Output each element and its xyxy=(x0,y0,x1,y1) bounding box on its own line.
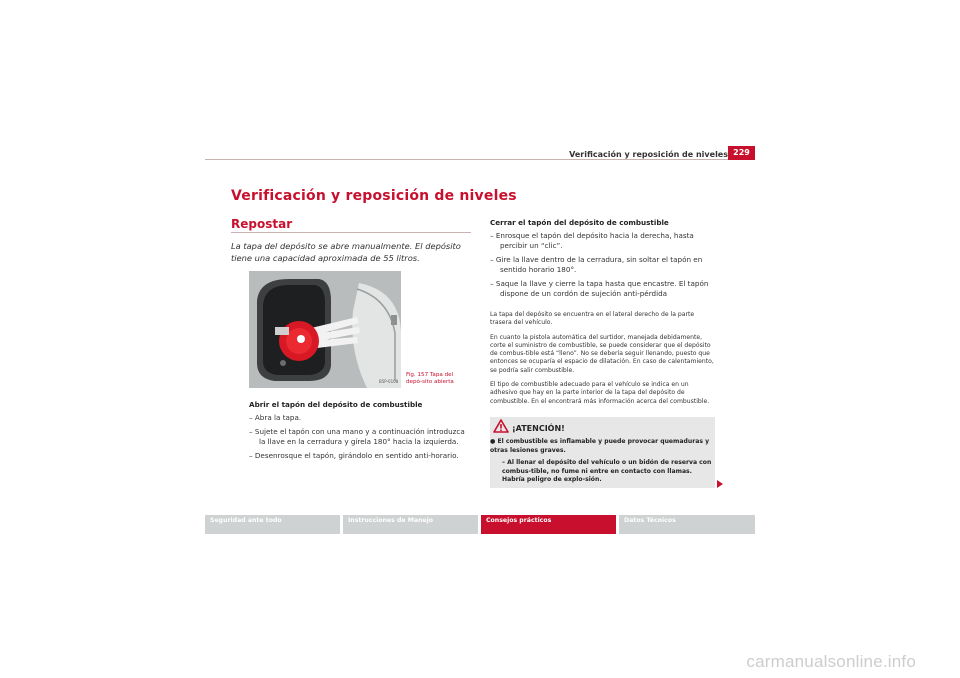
page-number: 229 xyxy=(728,146,755,160)
close-step-3: – Saque la llave y cierre la tapa hasta que encastre. El tapón dispone de un cordón de sujeción anti-pérdida xyxy=(490,279,709,298)
bullet-icon: ● xyxy=(490,438,498,445)
warning-bullet-1-text: El combustible es inflamable y puede provocar quemaduras y otras lesiones graves. xyxy=(490,438,710,454)
footer-nav xyxy=(205,515,755,534)
header-rule xyxy=(205,159,755,160)
figure-caption: Fig. 157 Tapa del depó-sito abierta xyxy=(406,372,454,385)
open-cap-heading: Abrir el tapón del depósito de combustible xyxy=(249,400,423,409)
tab-seguridad[interactable]: Seguridad ante todo xyxy=(205,515,340,534)
section-intro: La tapa del depósito se abre manualmente. El depósito tiene una capacidad aproximada de 55 litros. xyxy=(231,241,461,263)
watermark: carmanualsonline.info xyxy=(746,652,916,671)
close-step-2: – Gire la llave dentro de la cerradura, sin soltar el tapón en sentido horario 180°. xyxy=(490,255,703,274)
open-step-1: – Abra la tapa. xyxy=(249,413,302,422)
continue-arrow-icon xyxy=(717,480,723,488)
section-title: Repostar xyxy=(231,217,293,231)
figure-code: B5P-0108 xyxy=(379,379,399,384)
warning-title: ¡ATENCIÓN! xyxy=(512,424,565,433)
warning-bullet-2: – Al llenar el depósito del vehículo o un bidón de reserva con combus-tible, no fume ni entre en contacto con llamas. Habría peligro de explo-sión. xyxy=(502,459,712,483)
open-cap-instructions xyxy=(249,400,469,461)
tab-consejos[interactable]: Consejos prácticos xyxy=(481,515,616,534)
open-step-3: – Desenrosque el tapón, girándolo en sentido anti-horario. xyxy=(249,451,459,460)
warning-bullet-1 xyxy=(490,438,712,455)
fuel-cap-figure xyxy=(249,271,401,388)
open-step-2: – Sujete el tapón con una mano y a continuación introduzca la llave en la cerradura y gírela 180° hacia la izquierda. xyxy=(249,427,465,446)
close-cap-instructions xyxy=(490,218,715,299)
close-cap-heading: Cerrar el tapón del depósito de combustible xyxy=(490,218,669,227)
close-step-1: – Enrosque el tapón del depósito hacia la derecha, hasta percibir un “clic”. xyxy=(490,231,694,250)
tab-datos[interactable]: Datos Técnicos xyxy=(619,515,755,534)
running-header: Verificación y reposición de niveles xyxy=(569,150,728,159)
tab-instrucciones[interactable]: Instrucciones de Manejo xyxy=(343,515,478,534)
warning-triangle-icon xyxy=(493,419,509,433)
page-title: Verificación y reposición de niveles xyxy=(231,188,517,204)
note-2: En cuanto la pistola automática del surtidor, manejada debidamente, corte el suministro de combustible, se puede considerar que el depósito de combus-tible está “lleno”. No se debería seguir llenando, puesto que entonces se ocuparía el espacio de dilatación. En caso de calentamiento, se podría salir combustible. xyxy=(490,333,714,374)
note-1: La tapa del depósito se encuentra en el lateral derecho de la parte trasera del vehículo. xyxy=(490,311,695,327)
fuel-notes xyxy=(490,311,714,406)
note-3: El tipo de combustible adecuado para el vehículo se indica en un adhesivo que hay en la parte interior de la tapa del depósito de combustible. En el encontrará más información acerca del combustible. xyxy=(490,381,710,405)
warning-box xyxy=(490,417,715,488)
section-rule xyxy=(231,232,471,233)
